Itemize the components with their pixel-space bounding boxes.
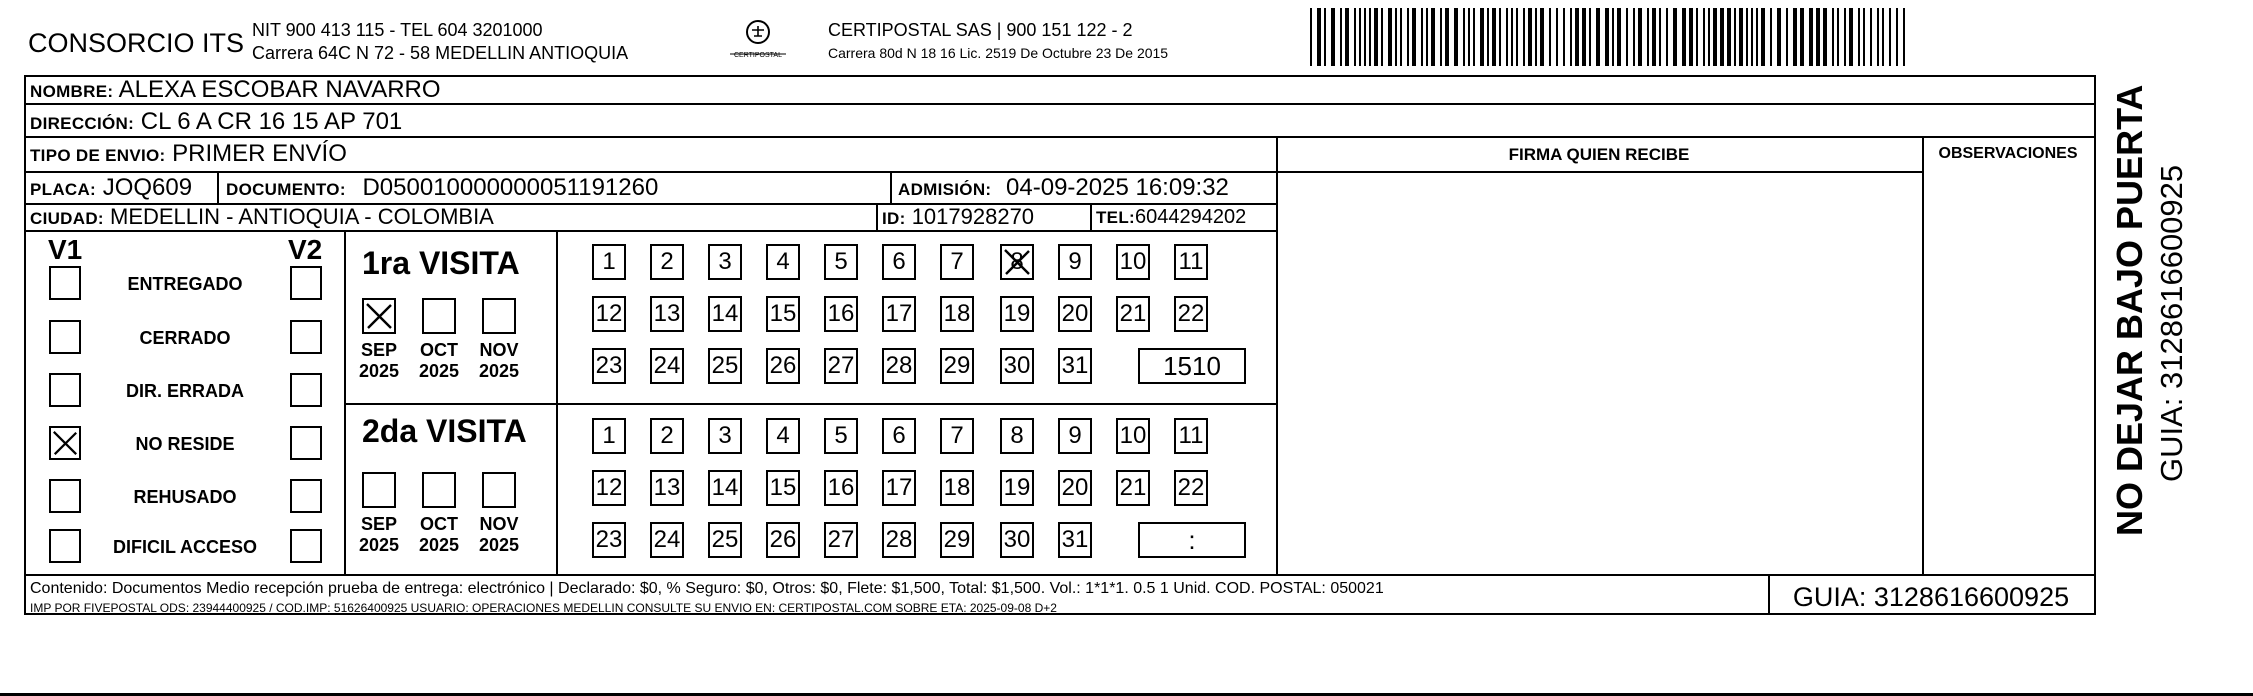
barcode-bar	[1310, 8, 1312, 66]
first-day-box[interactable]: 6	[882, 244, 916, 280]
direccion-label: DIRECCIÓN:	[30, 114, 135, 133]
barcode-bar	[1896, 8, 1898, 66]
second-day-box[interactable]: 25	[708, 522, 742, 558]
first-day-box[interactable]: 5	[824, 244, 858, 280]
first-day-box[interactable]: 19	[1000, 296, 1034, 332]
second-day-box[interactable]: 8	[1000, 418, 1034, 454]
observaciones-header: OBSERVACIONES	[1938, 145, 2078, 162]
barcode-bar	[1480, 8, 1484, 66]
status-label: ENTREGADO	[127, 274, 243, 294]
second-day-box[interactable]: 20	[1058, 470, 1092, 506]
status-label: DIFICIL ACCESO	[112, 537, 257, 557]
side-guia	[2152, 100, 2192, 500]
barcode-bar	[1589, 8, 1591, 66]
admision-cell	[898, 176, 1229, 200]
barcode-bar	[1626, 8, 1628, 66]
second-day-box[interactable]: 12	[592, 470, 626, 506]
v1-header: V1	[48, 234, 83, 265]
first-month-label: SEP 2025	[358, 340, 400, 381]
side-notice-text: NO DEJAR BAJO PUERTA	[2109, 84, 2150, 536]
barcode-bar	[1746, 8, 1748, 66]
barcode-bar	[1696, 8, 1698, 66]
observaciones-area[interactable]	[1926, 173, 2092, 571]
barcode-bar	[1523, 8, 1525, 66]
barcode-bar	[1713, 8, 1717, 66]
v2-checkbox[interactable]	[290, 529, 322, 563]
barcode-bar	[1454, 8, 1458, 66]
barcode-bar	[1400, 8, 1402, 66]
barcode-bar	[1708, 8, 1710, 66]
barcode-bar	[1359, 8, 1361, 66]
second-day-box[interactable]: 9	[1058, 418, 1092, 454]
barcode-bar	[1426, 8, 1428, 66]
second-month-label: NOV 2025	[478, 514, 520, 555]
firma-area[interactable]	[1280, 173, 1920, 571]
first-day-box[interactable]: 14	[708, 296, 742, 332]
barcode-bar	[1596, 8, 1600, 66]
barcode-bar	[1739, 8, 1743, 66]
barcode-bar	[1487, 8, 1489, 66]
second-day-box[interactable]: 29	[940, 522, 974, 558]
barcode-bar	[1751, 8, 1753, 66]
first-month-checkbox[interactable]	[422, 298, 456, 334]
barcode-bar	[1832, 8, 1834, 66]
barcode-bar	[1540, 8, 1544, 66]
second-visit-title: 2da VISITA	[362, 413, 527, 449]
first-day-box[interactable]: 25	[708, 348, 742, 384]
barcode-bar	[1340, 8, 1342, 66]
barcode-bar	[1786, 8, 1788, 66]
barcode-bar	[1816, 8, 1820, 66]
barcode-bar	[1473, 8, 1475, 66]
second-day-box[interactable]: 11	[1174, 418, 1208, 454]
footer-line1: Contenido: Documentos Medio recepción prueba de entrega: electrónico | Declarado: $0, % Seguro: $0, Otros: $0, Flete: $1,500, Total: $1,500. Vol.: 1*1*1. 0.5 1 Unid. COD. POSTAL: 050021	[30, 580, 1384, 597]
documento-label: DOCUMENTO:	[226, 180, 346, 199]
certipostal-line1: CERTIPOSTAL SAS | 900 151 122 - 2	[828, 20, 1133, 40]
barcode-bar	[1364, 8, 1366, 66]
v2-checkbox[interactable]	[290, 320, 322, 354]
first-day-box[interactable]: 7	[940, 244, 974, 280]
barcode-bar	[1516, 8, 1518, 66]
barcode-bar	[1445, 8, 1449, 66]
v2-checkbox[interactable]	[290, 479, 322, 513]
second-day-box[interactable]: 14	[708, 470, 742, 506]
first-day-box[interactable]: 29	[940, 348, 974, 384]
company-nit-tel: NIT 900 413 115 - TEL 604 3201000	[252, 20, 543, 40]
second-month-checkbox[interactable]	[362, 472, 396, 508]
barcode-bar	[1431, 8, 1435, 66]
barcode-bar	[1468, 8, 1470, 66]
first-visit-title: 1ra VISITA	[362, 245, 520, 281]
barcode-bar	[1388, 8, 1392, 66]
tel-label: TEL:	[1096, 208, 1135, 227]
barcode-bar	[1849, 8, 1853, 66]
barcode-bar	[1492, 8, 1496, 66]
barcode-bar	[1809, 8, 1813, 66]
barcode-bar	[1617, 8, 1621, 66]
first-day-box[interactable]: 10	[1116, 244, 1150, 280]
first-day-box[interactable]: 17	[882, 296, 916, 332]
second-month-label: SEP 2025	[358, 514, 400, 555]
barcode-bar	[1528, 8, 1532, 66]
v2-checkbox[interactable]	[290, 426, 322, 460]
first-day-box[interactable]: 4	[766, 244, 800, 280]
barcode-bar	[1647, 8, 1649, 66]
first-day-box[interactable]: 31	[1058, 348, 1092, 384]
barcode-bar	[1511, 8, 1513, 66]
second-day-box[interactable]: 26	[766, 522, 800, 558]
barcode-bar	[1638, 8, 1642, 66]
logo-text: CERTIPOSTAL	[734, 52, 782, 59]
barcode-bar	[1844, 8, 1846, 66]
company-address: Carrera 64C N 72 - 58 MEDELLIN ANTIOQUIA	[252, 43, 629, 63]
barcode-bar	[1369, 8, 1371, 66]
barcode-bar	[1877, 8, 1879, 66]
second-day-box[interactable]: 24	[650, 522, 684, 558]
barcode-bar	[1756, 8, 1758, 66]
barcode-bar	[1354, 8, 1356, 66]
second-day-box[interactable]: 3	[708, 418, 742, 454]
barcode-bar	[1673, 8, 1677, 66]
barcode-bar	[1761, 8, 1765, 66]
v1-checkbox[interactable]	[49, 266, 81, 300]
first-day-box[interactable]: 20	[1058, 296, 1092, 332]
barcode-bar	[1703, 8, 1705, 66]
tel-value: 6044294202	[1134, 206, 1247, 228]
second-day-box[interactable]: 1	[592, 418, 626, 454]
nombre-value: ALEXA ESCOBAR NAVARRO	[118, 76, 441, 103]
barcode	[1310, 0, 1930, 70]
first-month-label: OCT 2025	[418, 340, 460, 381]
barcode-bar	[1535, 8, 1537, 66]
status-label: DIR. ERRADA	[125, 381, 244, 401]
id-value: 1017928270	[911, 204, 1035, 229]
barcode-bar	[1727, 8, 1731, 66]
barcode-bar	[1800, 8, 1804, 66]
barcode-bar	[1720, 8, 1724, 66]
v1-checkbox[interactable]	[49, 426, 81, 460]
barcode-bar	[1556, 8, 1558, 66]
first-day-box[interactable]: 15	[766, 296, 800, 332]
barcode-bar	[1682, 8, 1686, 66]
direccion-value: CL 6 A CR 16 15 AP 701	[140, 108, 403, 135]
documento-cell	[226, 176, 658, 200]
v2-checkbox[interactable]	[290, 373, 322, 407]
ciudad-cell	[30, 206, 494, 228]
second-day-box[interactable]: 13	[650, 470, 684, 506]
barcode-bar	[1549, 8, 1551, 66]
barcode-bar	[1506, 8, 1508, 66]
id-label: ID:	[882, 209, 906, 228]
second-day-box[interactable]: 6	[882, 418, 916, 454]
barcode-bar	[1793, 8, 1797, 66]
barcode-bar	[1689, 8, 1693, 66]
second-day-box[interactable]: 15	[766, 470, 800, 506]
placa-label: PLACA:	[30, 180, 97, 199]
first-day-box[interactable]: 22	[1174, 296, 1208, 332]
placa-cell	[30, 176, 192, 200]
nombre-row	[30, 78, 441, 102]
barcode-bar	[1463, 8, 1465, 66]
barcode-bar	[1440, 8, 1442, 66]
status-label: NO RESIDE	[135, 434, 235, 454]
barcode-bar	[1421, 8, 1423, 66]
first-day-box[interactable]: 12	[592, 296, 626, 332]
barcode-bar	[1374, 8, 1378, 66]
barcode-bar	[1612, 8, 1614, 66]
first-day-box[interactable]: 26	[766, 348, 800, 384]
direccion-row	[30, 110, 402, 134]
barcode-bar	[1412, 8, 1416, 66]
barcode-bar	[1666, 8, 1668, 66]
first-day-box[interactable]: 16	[824, 296, 858, 332]
second-day-box[interactable]: 2	[650, 418, 684, 454]
v2-checkbox[interactable]	[290, 266, 322, 300]
first-day-box[interactable]: 2	[650, 244, 684, 280]
barcode-bar	[1633, 8, 1635, 66]
first-day-box[interactable]: 30	[1000, 348, 1034, 384]
side-guia-text: GUIA: 3128616600925	[2154, 164, 2189, 482]
tel-cell	[1096, 207, 1246, 227]
second-day-box[interactable]: 16	[824, 470, 858, 506]
v2-header: V2	[288, 234, 323, 265]
first-day-box[interactable]: 21	[1116, 296, 1150, 332]
first-time-box[interactable]: 1510	[1138, 348, 1246, 384]
second-day-box[interactable]: 5	[824, 418, 858, 454]
second-day-box[interactable]: 17	[882, 470, 916, 506]
barcode-bar	[1605, 8, 1609, 66]
barcode-bar	[1770, 8, 1772, 66]
barcode-bar	[1499, 8, 1501, 66]
placa-value: JOQ609	[102, 174, 193, 201]
barcode-bar	[1317, 8, 1321, 66]
first-day-box[interactable]: 3	[708, 244, 742, 280]
second-month-checkbox[interactable]	[482, 472, 516, 508]
first-day-box[interactable]: 27	[824, 348, 858, 384]
second-day-box[interactable]: 18	[940, 470, 974, 506]
v1-checkbox[interactable]	[49, 529, 81, 563]
barcode-bar	[1407, 8, 1409, 66]
second-day-box[interactable]: 10	[1116, 418, 1150, 454]
side-notice	[2103, 84, 2151, 540]
barcode-bar	[1837, 8, 1839, 66]
barcode-bar	[1659, 8, 1661, 66]
second-day-box[interactable]: 28	[882, 522, 916, 558]
first-day-box[interactable]: 11	[1174, 244, 1208, 280]
certipostal-logo	[728, 18, 788, 64]
ciudad-label: CIUDAD:	[30, 209, 104, 228]
certipostal-line2: Carrera 80d N 18 16 Lic. 2519 De Octubre 23 De 2015	[828, 45, 1169, 61]
footer-line2: IMP POR FIVEPOSTAL ODS: 23944400925 / COD.IMP: 51626400925 USUARIO: OPERACIONES MEDELLIN CONSULTE SU ENVIO EN: CERTIPOSTAL.COM SOBRE ETA: 2025-09-08 D+2	[30, 601, 1057, 615]
firma-header: FIRMA QUIEN RECIBE	[1508, 145, 1690, 164]
first-month-checkbox[interactable]	[482, 298, 516, 334]
v1-checkbox[interactable]	[49, 320, 81, 354]
first-month-label: NOV 2025	[478, 340, 520, 381]
first-day-box[interactable]: 8	[1000, 244, 1034, 280]
second-month-checkbox[interactable]	[422, 472, 456, 508]
barcode-bar	[1903, 8, 1905, 66]
first-day-box[interactable]: 1	[592, 244, 626, 280]
first-day-box[interactable]: 24	[650, 348, 684, 384]
ciudad-value: MEDELLIN - ANTIOQUIA - COLOMBIA	[110, 204, 494, 229]
first-day-box[interactable]: 13	[650, 296, 684, 332]
barcode-bar	[1889, 8, 1891, 66]
second-month-label: OCT 2025	[418, 514, 460, 555]
first-day-box[interactable]: 18	[940, 296, 974, 332]
status-label: REHUSADO	[133, 487, 237, 507]
barcode-bar	[1570, 8, 1572, 66]
barcode-bar	[1582, 8, 1586, 66]
second-day-box[interactable]: 23	[592, 522, 626, 558]
first-day-box[interactable]: 23	[592, 348, 626, 384]
v1-checkbox[interactable]	[49, 479, 81, 513]
footer-guia: GUIA: 3128616600925	[1792, 582, 2070, 612]
barcode-bar	[1823, 8, 1827, 66]
v1-checkbox[interactable]	[49, 373, 81, 407]
second-day-box[interactable]: 30	[1000, 522, 1034, 558]
admision-value: 04-09-2025 16:09:32	[1006, 174, 1229, 201]
barcode-bar	[1331, 8, 1335, 66]
first-day-box[interactable]: 28	[882, 348, 916, 384]
second-day-box[interactable]: 27	[824, 522, 858, 558]
status-label: CERRADO	[139, 328, 231, 348]
barcode-bar	[1777, 8, 1781, 66]
barcode-bar	[1381, 8, 1383, 66]
second-day-box[interactable]: 4	[766, 418, 800, 454]
second-day-box[interactable]: 31	[1058, 522, 1092, 558]
first-month-checkbox[interactable]	[362, 298, 396, 334]
second-time-box[interactable]: :	[1138, 522, 1246, 558]
barcode-bar	[1863, 8, 1865, 66]
first-day-box[interactable]: 9	[1058, 244, 1092, 280]
second-day-box[interactable]: 7	[940, 418, 974, 454]
documento-value: D050010000000051191260	[362, 174, 659, 201]
barcode-bar	[1575, 8, 1579, 66]
id-cell	[882, 206, 1034, 228]
second-day-box[interactable]: 22	[1174, 470, 1208, 506]
nombre-label: NOMBRE:	[30, 82, 114, 101]
barcode-bar	[1563, 8, 1565, 66]
barcode-bar	[1734, 8, 1736, 66]
barcode-bar	[1345, 8, 1349, 66]
tipo-label: TIPO DE ENVIO:	[30, 146, 166, 165]
company-name: CONSORCIO ITS	[28, 28, 245, 58]
tipo-value: PRIMER ENVÍO	[172, 140, 347, 167]
second-day-box[interactable]: 19	[1000, 470, 1034, 506]
second-day-box[interactable]: 21	[1116, 470, 1150, 506]
admision-label: ADMISIÓN:	[898, 180, 992, 199]
barcode-bar	[1652, 8, 1656, 66]
barcode-bar	[1882, 8, 1884, 66]
barcode-bar	[1395, 8, 1397, 66]
barcode-bar	[1870, 8, 1872, 66]
tipo-row	[30, 142, 347, 166]
barcode-bar	[1858, 8, 1860, 66]
barcode-bar	[1324, 8, 1326, 66]
